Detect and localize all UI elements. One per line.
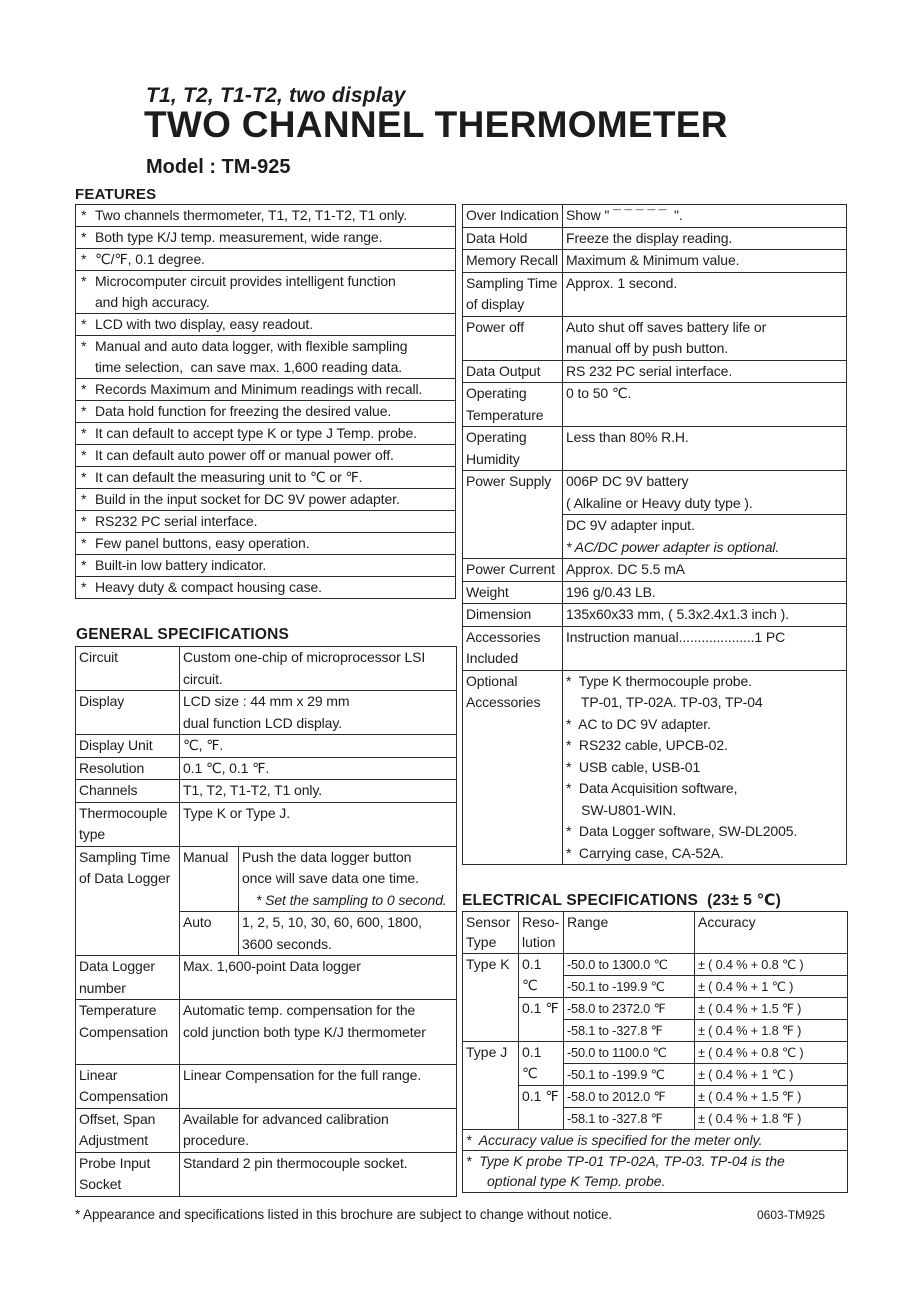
col-header-text: Sensor — [466, 914, 511, 930]
spec-label-text: Sampling Time — [79, 848, 171, 865]
spec-value-text: Show " ¯ ¯ ¯ ¯ ¯ ". — [566, 207, 683, 223]
spec-row-accessories-included — [463, 626, 847, 670]
spec-value-text: 135x60x33 mm, ( 5.3x2.4x1.3 inch ). — [566, 606, 789, 622]
feature-text: Two channels thermometer, T1, T2, T1-T2, T1 only. — [95, 207, 408, 223]
spec-label: Over Indication — [463, 205, 563, 228]
spec-value — [563, 272, 847, 316]
bullet: * — [81, 579, 87, 595]
resolution-cell: 0.1 ℃ — [519, 1042, 564, 1086]
spec-label: Data Output — [463, 360, 563, 383]
spec-value — [563, 205, 847, 228]
range-text: -58.0 to 2012.0 ℉ — [567, 1089, 666, 1104]
specifications-table — [462, 204, 847, 865]
col-header-text: Type — [466, 934, 497, 950]
spec-label-text: number — [79, 979, 126, 996]
spec-value-text: * USB cable, USB-01 — [566, 758, 701, 775]
electrical-note-row — [463, 1130, 848, 1151]
features-heading: FEATURES — [75, 186, 157, 203]
spec-value-text: Type K or Type J. — [183, 804, 290, 821]
spec-value-text: Approx. DC 5.5 mA — [566, 561, 685, 577]
spec-value-text: Less than 80% R.H. — [566, 429, 689, 445]
spec-value — [563, 604, 847, 627]
feature-item — [76, 205, 456, 227]
spec-value-text: * Type K thermocouple probe. — [566, 672, 752, 689]
spec-row-power-current — [463, 559, 847, 582]
spec-label-text: Humidity — [466, 450, 520, 467]
spec-value-text: Available for advanced calibration — [183, 1110, 389, 1127]
spec-value-text: Freeze the display reading. — [566, 229, 733, 246]
bullet: * — [81, 557, 87, 573]
spec-row-optional-accessories — [463, 670, 847, 865]
general-row-circuit — [76, 647, 457, 691]
spec-value-text: * Set the sampling to 0 second. — [256, 891, 447, 908]
general-row-probe-input — [76, 1152, 457, 1196]
spec-label — [76, 1152, 180, 1196]
spec-label: Channels — [76, 780, 180, 803]
general-row-display-unit — [76, 735, 457, 758]
spec-sublabel: Manual — [180, 846, 239, 912]
spec-value-text: LCD size : 44 mm x 29 mm — [183, 693, 350, 709]
spec-label — [76, 1108, 180, 1152]
col-header-range: Range — [564, 912, 695, 954]
accuracy-text: ± ( 0.4 % + 1 ℃ ) — [698, 1067, 794, 1082]
spec-row-sampling-time — [463, 272, 847, 316]
spec-label — [463, 383, 563, 427]
col-header-text: Reso- — [522, 914, 560, 930]
range-cell — [564, 1086, 695, 1108]
spec-value-text: Automatic temp. compensation for the — [183, 1002, 416, 1018]
range-cell — [564, 1042, 695, 1064]
spec-value-text: SW-U801-WIN. — [566, 801, 677, 818]
feature-item — [76, 533, 456, 555]
spec-row-data-output — [463, 360, 847, 383]
feature-item — [76, 336, 456, 379]
spec-label-text: Accessories — [466, 694, 541, 710]
accuracy-cell — [695, 976, 848, 998]
spec-value — [563, 626, 847, 670]
spec-row-memory-recall — [463, 250, 847, 273]
spec-value — [563, 670, 847, 865]
spec-row-power-supply — [463, 471, 847, 515]
spec-value — [563, 471, 847, 515]
accuracy-cell — [695, 998, 848, 1020]
feature-item — [76, 555, 456, 577]
spec-label-text: type — [79, 826, 106, 842]
resolution-cell: 0.1 ℉ — [519, 998, 564, 1042]
range-cell — [564, 1020, 695, 1042]
general-specifications-heading: GENERAL SPECIFICATIONS — [76, 626, 290, 643]
spec-value-text: * Carrying case, CA-52A. — [566, 844, 724, 861]
electrical-specifications-heading: ELECTRICAL SPECIFICATIONS (23± 5 ℃) — [462, 892, 781, 909]
spec-value-text: Maximum & Minimum value. — [566, 252, 740, 268]
bullet: * — [81, 316, 87, 332]
feature-text: It can default to accept type K or type J Temp. probe. — [95, 425, 417, 441]
general-row-thermocouple-type — [76, 802, 457, 846]
spec-row-operating-temperature — [463, 383, 847, 427]
general-specifications-table — [75, 646, 457, 1197]
range-cell — [564, 1064, 695, 1086]
feature-text: RS232 PC serial interface. — [95, 513, 258, 529]
spec-value-text: DC 9V adapter input. — [566, 517, 695, 533]
spec-value-text: ( Alkaline or Heavy duty type ). — [566, 494, 753, 511]
spec-value-text: * Data Logger software, SW-DL2005. — [566, 823, 798, 839]
range-text: -58.1 to -327.8 ℉ — [567, 1111, 663, 1126]
spec-value-text: 0.1 ℃, 0.1 ℉. — [183, 759, 270, 776]
spec-label-text: Included — [466, 650, 519, 666]
spec-value — [180, 802, 457, 846]
spec-value-text: * RS232 cable, UPCB-02. — [566, 737, 728, 753]
spec-value-text: Approx. 1 second. — [566, 274, 678, 291]
bullet: * — [81, 338, 87, 354]
accuracy-text: ± ( 0.4 % + 0.8 ℃ ) — [698, 957, 804, 972]
feature-item — [76, 489, 456, 511]
spec-label-text: Data Logger — [79, 958, 155, 974]
feature-item — [76, 249, 456, 271]
range-cell — [564, 998, 695, 1020]
spec-value — [180, 691, 457, 735]
feature-item — [76, 314, 456, 336]
spec-label: Power off — [463, 316, 563, 360]
document-number: 0603-TM925 — [757, 1208, 826, 1222]
spec-value — [563, 250, 847, 273]
spec-label-text: Linear — [79, 1066, 118, 1083]
page-subtitle: T1, T2, T1-T2, two display — [146, 84, 406, 107]
electrical-row — [463, 1086, 848, 1108]
spec-row-weight — [463, 581, 847, 604]
range-text: -50.0 to 1100.0 ℃ — [567, 1045, 667, 1060]
bullet: * — [81, 403, 87, 419]
spec-value-text: once will save data one time. — [242, 870, 419, 886]
general-row-offset-span — [76, 1108, 457, 1152]
spec-label-text: Operating — [466, 429, 527, 445]
spec-value-text: 0 to 50 ℃. — [566, 385, 632, 401]
spec-label-text: Thermocouple — [79, 804, 168, 821]
spec-value — [180, 1152, 457, 1196]
spec-label-text: Operating — [466, 385, 527, 401]
spec-label-text: Compensation — [79, 1023, 169, 1040]
spec-value-text: TP-01, TP-02A. TP-03, TP-04 — [566, 694, 763, 710]
accuracy-text: ± ( 0.4 % + 1.5 ℉ ) — [698, 1001, 802, 1016]
bullet: * — [81, 207, 87, 223]
col-header-text: lution — [522, 934, 556, 950]
features-table — [75, 204, 456, 599]
accuracy-cell — [695, 1108, 848, 1130]
bullet: * — [81, 447, 87, 463]
spec-label-text: Adjustment — [79, 1132, 149, 1148]
spec-value — [563, 383, 847, 427]
spec-value — [563, 559, 847, 582]
accuracy-text: ± ( 0.4 % + 1 ℃ ) — [698, 979, 794, 994]
spec-value-text: 1, 2, 5, 10, 30, 60, 600, 1800, — [242, 914, 422, 930]
spec-value-text: Instruction manual....................1 PC — [566, 628, 786, 645]
feature-item — [76, 227, 456, 249]
spec-label — [463, 626, 563, 670]
spec-label — [76, 802, 180, 846]
spec-value-text: Custom one-chip of microprocessor LSI — [183, 649, 426, 665]
accuracy-text: ± ( 0.4 % + 1.5 ℉ ) — [698, 1089, 802, 1104]
spec-value-text: RS 232 PC serial interface. — [566, 362, 733, 379]
spec-value — [563, 515, 847, 559]
spec-value-text: Auto shut off saves battery life or — [566, 318, 767, 335]
feature-item — [76, 445, 456, 467]
spec-label-text: of Data Logger — [79, 870, 171, 886]
spec-value — [180, 1108, 457, 1152]
spec-label — [463, 427, 563, 471]
spec-value — [180, 757, 457, 780]
general-row-temperature-compensation — [76, 1000, 457, 1065]
spec-label-text: Offset, Span — [79, 1110, 156, 1127]
spec-value — [563, 581, 847, 604]
spec-label-text: of display — [466, 296, 525, 312]
spec-label — [76, 1000, 180, 1065]
spec-row-power-off — [463, 316, 847, 360]
spec-value-text: 006P DC 9V battery — [566, 473, 689, 489]
col-header-accuracy: Accuracy — [695, 912, 848, 954]
bullet: * — [81, 273, 87, 289]
feature-text: Data hold function for freezing the desired value. — [95, 403, 392, 419]
spec-label-text: Compensation — [79, 1088, 169, 1104]
feature-text: Both type K/J temp. measurement, wide range. — [95, 229, 383, 245]
spec-value-text: dual function LCD display. — [183, 714, 343, 731]
feature-text: It can default the measuring unit to ℃ or ℉. — [95, 469, 363, 485]
spec-value-text: Max. 1,600-point Data logger — [183, 958, 361, 974]
spec-label: Power Supply — [463, 471, 563, 559]
range-text: -58.1 to -327.8 ℉ — [567, 1023, 663, 1038]
spec-value-text: * AC to DC 9V adapter. — [566, 715, 711, 732]
accuracy-cell — [695, 1020, 848, 1042]
spec-value — [239, 912, 457, 956]
bullet: * — [81, 251, 87, 267]
spec-label-text: Temperature — [466, 406, 544, 423]
note-text: optional type K Temp. probe. — [487, 1173, 666, 1189]
electrical-row — [463, 998, 848, 1020]
feature-text: ℃/℉, 0.1 degree. — [95, 251, 205, 267]
range-cell — [564, 1108, 695, 1130]
feature-text: Built-in low battery indicator. — [95, 557, 267, 573]
bullet: * — [81, 513, 87, 529]
spec-value — [563, 316, 847, 360]
spec-value — [180, 956, 457, 1000]
feature-text: Few panel buttons, easy operation. — [95, 535, 310, 551]
note-text: * Accuracy value is specified for the meter only. — [466, 1132, 763, 1148]
electrical-note-row — [463, 1151, 848, 1193]
accuracy-text: ± ( 0.4 % + 0.8 ℃ ) — [698, 1045, 804, 1060]
general-row-display — [76, 691, 457, 735]
spec-label — [76, 846, 180, 956]
bullet: * — [81, 469, 87, 485]
accuracy-text: ± ( 0.4 % + 1.8 ℉ ) — [698, 1111, 802, 1126]
spec-label: Resolution — [76, 757, 180, 780]
spec-row-data-hold — [463, 227, 847, 250]
footer-disclaimer: * Appearance and specifications listed in this brochure are subject to change without notice. — [75, 1207, 613, 1222]
spec-value — [563, 427, 847, 471]
spec-value-text: Linear Compensation for the full range. — [183, 1066, 422, 1083]
feature-item — [76, 271, 456, 314]
feature-text: LCD with two display, easy readout. — [95, 316, 314, 332]
feature-item — [76, 511, 456, 533]
spec-value — [180, 647, 457, 691]
spec-value-text: circuit. — [183, 670, 223, 687]
col-header-resolution — [519, 912, 564, 954]
spec-sublabel: Auto — [180, 912, 239, 956]
spec-value-text: 3600 seconds. — [242, 935, 332, 952]
range-text: -58.0 to 2372.0 ℉ — [567, 1001, 666, 1016]
range-text: -50.1 to -199.9 ℃ — [567, 1067, 665, 1082]
spec-value-text: 196 g/0.43 LB. — [566, 583, 656, 600]
spec-label-text: Sampling Time — [466, 274, 558, 291]
accuracy-cell — [695, 1086, 848, 1108]
general-row-data-logger-number — [76, 956, 457, 1000]
spec-label-text: Accessories — [466, 628, 541, 645]
resolution-cell: 0.1 ℃ — [519, 954, 564, 998]
sensor-type-cell: Type J — [463, 1042, 519, 1130]
spec-label — [76, 956, 180, 1000]
spec-label-text: Socket — [79, 1176, 122, 1192]
spec-value — [180, 780, 457, 803]
bullet: * — [81, 425, 87, 441]
page-title: TWO CHANNEL THERMOMETER — [144, 104, 728, 145]
general-row-linear-compensation — [76, 1064, 457, 1108]
feature-item — [76, 379, 456, 401]
spec-label: Dimension — [463, 604, 563, 627]
spec-label — [76, 1064, 180, 1108]
electrical-specifications-table — [462, 911, 848, 1193]
spec-label: Circuit — [76, 647, 180, 691]
bullet: * — [81, 535, 87, 551]
spec-value-text: * AC/DC power adapter is optional. — [566, 538, 780, 555]
feature-item — [76, 423, 456, 445]
feature-item — [76, 401, 456, 423]
range-text: -50.0 to 1300.0 ℃ — [567, 957, 668, 972]
spec-row-operating-humidity — [463, 427, 847, 471]
spec-label — [463, 272, 563, 316]
feature-item — [76, 577, 456, 599]
spec-value — [239, 846, 457, 912]
spec-row-over-indication — [463, 205, 847, 228]
electrical-row — [463, 954, 848, 976]
col-header-sensor-type — [463, 912, 519, 954]
spec-label: Display — [76, 691, 180, 735]
bullet: * — [81, 491, 87, 507]
general-row-resolution — [76, 757, 457, 780]
feature-text: It can default auto power off or manual power off. — [95, 447, 394, 463]
range-text: -50.1 to -199.9 ℃ — [567, 979, 665, 994]
note-text: * Type K probe TP-01 TP-02A, TP-03. TP-04 is the — [466, 1153, 785, 1169]
feature-item — [76, 467, 456, 489]
spec-value-text: Standard 2 pin thermocouple socket. — [183, 1154, 408, 1171]
spec-label: Memory Recall — [463, 250, 563, 273]
electrical-header-row — [463, 912, 848, 954]
feature-text: Manual and auto data logger, with flexible sampling — [95, 338, 408, 354]
spec-value-text: ℃, ℉. — [183, 737, 224, 753]
feature-text: Build in the input socket for DC 9V power adapter. — [95, 491, 400, 507]
spec-value — [180, 735, 457, 758]
accuracy-cell — [695, 1042, 848, 1064]
spec-value — [180, 1000, 457, 1065]
range-cell — [564, 976, 695, 998]
general-row-sampling-manual — [76, 846, 457, 912]
spec-value-text: Push the data logger button — [242, 848, 412, 865]
spec-row-dimension — [463, 604, 847, 627]
feature-text: and high accuracy. — [95, 294, 210, 310]
spec-value — [563, 360, 847, 383]
spec-value-text: procedure. — [183, 1132, 249, 1148]
bullet: * — [81, 229, 87, 245]
model-number: Model : TM-925 — [146, 156, 291, 178]
spec-label-text: Temperature — [79, 1002, 157, 1018]
feature-text: Records Maximum and Minimum readings with recall. — [95, 381, 423, 397]
spec-label-text: Probe Input — [79, 1154, 151, 1171]
accuracy-cell — [695, 1064, 848, 1086]
accuracy-text: ± ( 0.4 % + 1.8 ℉ ) — [698, 1023, 802, 1038]
resolution-cell: 0.1 ℉ — [519, 1086, 564, 1130]
feature-text: time selection, can save max. 1,600 reading data. — [95, 359, 403, 375]
spec-value — [563, 227, 847, 250]
feature-text: Heavy duty & compact housing case. — [95, 579, 322, 595]
feature-text: Microcomputer circuit provides intelligent function — [95, 273, 396, 289]
spec-label: Power Current — [463, 559, 563, 582]
spec-label: Data Hold — [463, 227, 563, 250]
electrical-note — [463, 1130, 848, 1151]
spec-label: Display Unit — [76, 735, 180, 758]
spec-label-text: Optional — [466, 672, 518, 689]
spec-label — [463, 670, 563, 865]
general-row-channels — [76, 780, 457, 803]
spec-value-text: manual off by push button. — [566, 340, 729, 356]
spec-value — [180, 1064, 457, 1108]
sensor-type-cell: Type K — [463, 954, 519, 1042]
spec-value-text: cold junction both type K/J thermometer — [183, 1023, 426, 1040]
spec-value-text: * Data Acquisition software, — [566, 780, 738, 796]
electrical-row — [463, 1042, 848, 1064]
electrical-note — [463, 1151, 848, 1193]
spec-label: Weight — [463, 581, 563, 604]
bullet: * — [81, 381, 87, 397]
range-cell — [564, 954, 695, 976]
accuracy-cell — [695, 954, 848, 976]
spec-value-text: T1, T2, T1-T2, T1 only. — [183, 782, 323, 798]
